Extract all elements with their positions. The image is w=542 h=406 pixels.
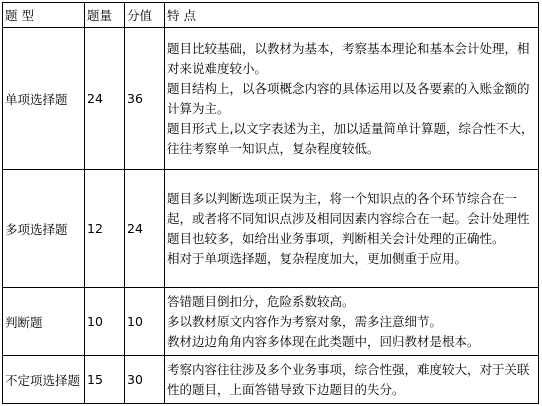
row-type: 不定项选择题 — [3, 356, 85, 404]
feature-text: 考察内容往往涉及多个业务事项，综合性强，难度较大，对于关联性的题目，上面答错导致下边题目的失分。 — [167, 361, 530, 397]
header-type: 题 型 — [3, 3, 85, 28]
table-row — [3, 288, 539, 356]
row-count: 10 — [85, 288, 125, 356]
header-features: 特 点 — [165, 3, 539, 28]
row-features — [165, 28, 539, 170]
feature-text: 题目多以判断选项正误为主，将一个知识点的各个环节综合在一起，或者将不同知识点涉及相同因素内容综合在一起。会计处理性题目也较多，如给出业务事项，判断相关会计处理的正确性。 — [167, 190, 530, 246]
feature-text: 相对于单项选择题，复杂程度加大，更加侧重于应用。 — [167, 250, 468, 266]
row-count: 15 — [85, 356, 125, 404]
row-score: 30 — [125, 356, 165, 404]
row-features — [165, 288, 539, 356]
row-count: 24 — [85, 28, 125, 170]
feature-text: 答错题目倒扣分，危险系数较高。 — [167, 293, 355, 309]
exam-question-types-table — [2, 2, 539, 404]
row-features — [165, 356, 539, 404]
table-row — [3, 356, 539, 404]
table-header-row — [3, 3, 539, 28]
row-score: 24 — [125, 170, 165, 288]
row-score: 36 — [125, 28, 165, 170]
feature-text: 题目比较基础，以教材为基本，考察基本理论和基本会计处理，相对来说难度较小。 — [167, 40, 530, 76]
table-row — [3, 170, 539, 288]
header-score: 分值 — [125, 3, 165, 28]
feature-text: 题目结构上，以各项概念内容的具体运用以及各要素的入账金额的计算为主。 — [167, 80, 530, 116]
feature-text: 多以教材原文内容作为考察对象，需多注意细节。 — [167, 313, 443, 329]
row-count: 12 — [85, 170, 125, 288]
row-type: 判断题 — [3, 288, 85, 356]
row-type: 多项选择题 — [3, 170, 85, 288]
feature-text: 教材边边角角内容多体现在此类题中，回归教材是根本。 — [167, 333, 480, 349]
table-row — [3, 28, 539, 170]
row-features — [165, 170, 539, 288]
row-score: 10 — [125, 288, 165, 356]
row-type: 单项选择题 — [3, 28, 85, 170]
header-count: 题量 — [85, 3, 125, 28]
feature-text: 题目形式上,以文字表述为主，加以适量简单计算题，综合性不大，往往考察单一知识点，复杂程度较低。 — [167, 120, 534, 156]
